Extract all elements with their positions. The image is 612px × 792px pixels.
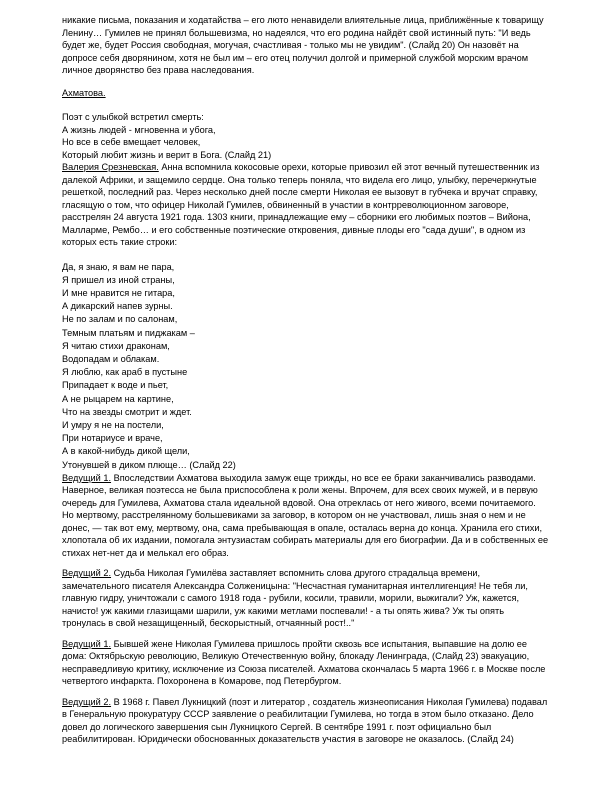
poem-line: Я люблю, как араб в пустыне <box>62 367 188 378</box>
poem-line: Который любит жизнь и верит в Бога. (Слайд 21) <box>62 149 272 160</box>
poem-line: Поэт с улыбкой встретил смерть: <box>62 112 204 122</box>
poem-line: Водопадам и облакам. <box>62 353 160 364</box>
paragraph-text: Бывшей жене Николая Гумилева пришлось пройти сквозь все испытания, выпавшие на долю ее дома: Октябрьскую революцию, Великую Отечественную войну, блокаду Ленинграда, (Слайд 23) эвакуацию, несправедливую критику, исключение из Союза писателей. Ахматова скончалась 5 марта 1966 г. в Москве после четвертого инфаркта. Похоронена в Комарове, под Петербургом. <box>62 638 546 687</box>
poem-line: Но все в себе вмещает человек, <box>62 137 201 147</box>
paragraph-text: В 1968 г. Павел Лукницкий (поэт и литератор , создатель жизнеописания Николая Гумилева) подавал в Генеральную прокуратуру СССР заявление о реабилитации Гумилева, но тогда в этом было отказано. Дело довел до логического завершения сын Лукницкого Сергей. В сентябре 1991 г. поэт официально был реабилитирован. Юридически обоснованных доказательств участия в заговоре не оказалось. (Слайд 24) <box>62 696 548 745</box>
paragraph-text: Впоследствии Ахматова выходила замуж еще трижды, но все ее браки заканчивались разводами. Наверное, великая поэтесса не была приспособлена к роли жены. Впрочем, для всех своих мужей, и в первую очередь для Гумилева, Ахматова стала идеальной вдовой. Она отреклась от него живого, всеми почитаемого. Но мертвому, расстрелянному большевиками за заговор, в котором он не участвовал, лишь зная о нем и не донес, — так вот ему, мертвому, она, сама пребывающая в опале, осталась верна до конца. Хранила его стихи, хлопотала об их издании, помогала энтузиастам собирать материалы для его биографии. Да и в собственных ее стихах нет-нет да и мелькал его образ. <box>62 472 549 558</box>
poem-line: А дикарский напев зурны. <box>62 301 173 312</box>
poem-line: При нотариусе и враче, <box>62 433 163 444</box>
poem-line: А в какой-нибудь дикой щели, <box>62 446 190 457</box>
speaker-label: Ведущий 2. <box>62 568 112 579</box>
paragraph-text: Судьба Николая Гумилёва заставляет вспомнить слова другого страдальца времени, замечательного писателя Александра Солженицына: "Несчастная гуманитарная интеллигенция! Не тебя ли, главную гидру, уничтожали с самого 1918 года - рубили, косили, травили, морили, выжигали? Уж, кажется, начисто! уж какими глазищами шарили, уж какими метлами поспевали! - а ты опять жива? Уж ты опять тронулась в свой незащищенный, бескорыстный, отчаянный рост!.." <box>62 568 528 629</box>
poem-line: Я читаю стихи драконам, <box>62 340 170 351</box>
poem-line: Я пришел из иной страны, <box>62 274 175 285</box>
speaker-label: Ведущий 2. <box>62 696 112 707</box>
poem-death <box>62 111 550 161</box>
poem-line: А не рыцарем на картине, <box>62 393 174 404</box>
poem-line: Утонувшей в диком плюще… (Слайд 22) <box>62 459 236 470</box>
paragraph-gumilev-intro: никакие письма, показания и ходатайства – его люто ненавидели влиятельные лица, приближённые к товарищу Ленину… Гумилев не принял большевизма, но надеялся, что его родина найдёт свой истинный путь: "И ведь будет же, будет Россия свободная, могучая, счастливая - только мы не увидим". (Слайд 20) Он назовёт на допросе себя дворянином, хотя не был им – его отец получил долгой и примерной службой морским врачом личное дворянство без права наследования. <box>62 15 544 75</box>
speaker-label: Ведущий 1. <box>62 638 112 649</box>
speaker-label: Валерия Срезневская. <box>62 162 159 172</box>
speaker-label: Ведущий 1. <box>62 472 112 483</box>
paragraph-host2-rehabilitation <box>62 696 550 746</box>
paragraph-host2-solzhenitsyn <box>62 567 550 630</box>
poem-line: И умру я не на постели, <box>62 419 164 430</box>
poem-line: Что на звезды смотрит и ждет. <box>62 406 192 417</box>
akhmatova-heading: Ахматова. <box>62 87 106 98</box>
poem-line: А жизнь людей - мгновенна и убога, <box>62 124 216 135</box>
poem-line: Не по залам и по салонам, <box>62 314 178 325</box>
document-page <box>62 14 550 746</box>
paragraph-host1-akhmatova <box>62 472 550 560</box>
poem-line: Припадает к воде и пьет, <box>62 380 169 391</box>
poem-line: Темным платьям и пиджакам – <box>62 327 195 338</box>
paragraph-sreznevskaya <box>62 161 550 249</box>
poem-line: Да, я знаю, я вам не пара, <box>62 261 175 272</box>
paragraph-host1-trials <box>62 638 550 688</box>
poem-line: И мне нравится не гитара, <box>62 287 175 298</box>
poem-not-your-pair <box>62 261 550 472</box>
paragraph-text: Анна вспомнила кокосовые орехи, которые привозил ей этот вечный путешественник из далекой Африки, и защемило сердце. Она только теперь поняла, что видела его лицо, улыбку, перечеркнутые решеткой, последний раз. Через несколько дней после смерти Николая ее вызовут в губчека и вручат справку, гласящую о том, что офицер Николай Гумилев, обвиненный в участии в контрреволюционном заговоре, расстрелян 24 августа 1921 года. 1303 книги, принадлежащие ему – сборники его любимых поэтов – Вийона, Малларме, Рембо… и его собственные поэтические откровения, дивные плоды его "сада души", в одном из которых есть такие строки: <box>62 162 540 247</box>
